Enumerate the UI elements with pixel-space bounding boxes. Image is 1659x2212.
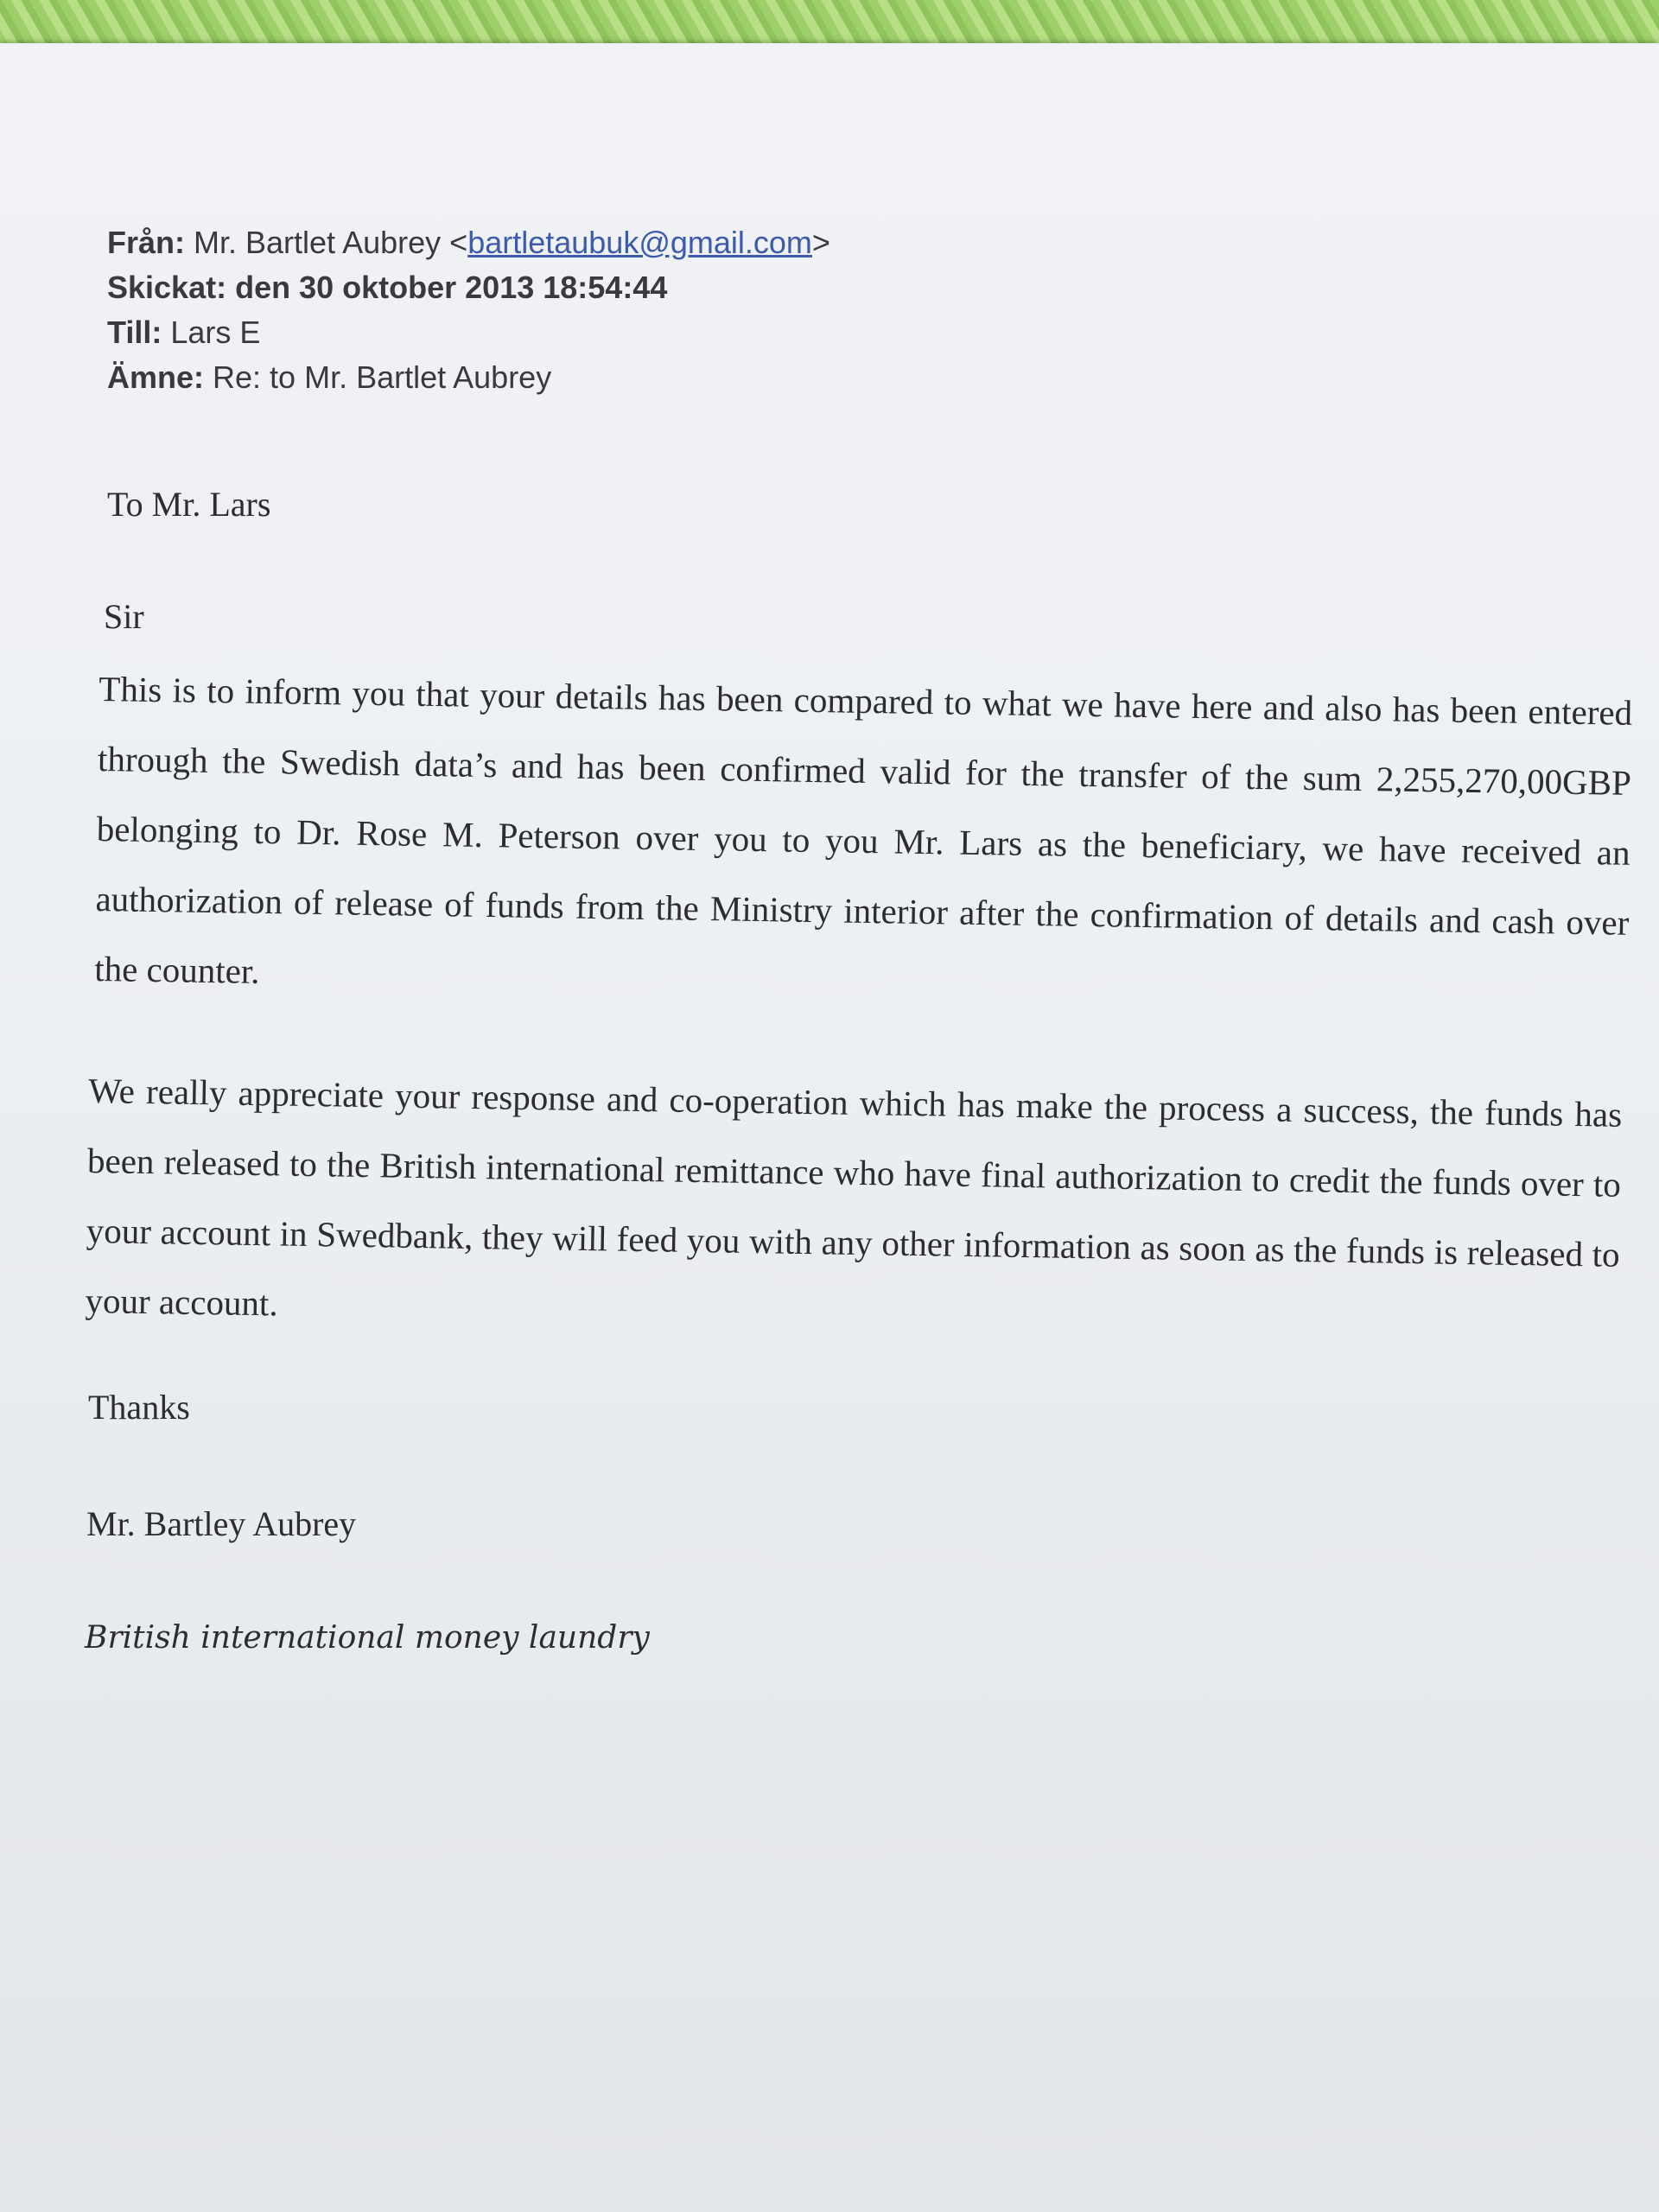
from-email-close: > — [811, 225, 830, 260]
subject-label: Ämne: — [107, 359, 205, 395]
to-value: Lars E — [170, 315, 261, 350]
organization-signature: British international money laundry — [85, 1620, 650, 1656]
from-email-link[interactable]: bartletaubuk@gmail.com — [467, 225, 812, 260]
sent-label: Skickat: — [107, 270, 227, 305]
salutation: To Mr. Lars — [107, 485, 271, 524]
to-label: Till: — [107, 315, 162, 350]
sent-line — [107, 265, 830, 310]
closing: Thanks — [88, 1388, 190, 1427]
subject-line — [107, 355, 830, 400]
signer-name: Mr. Bartley Aubrey — [86, 1504, 357, 1543]
from-label: Från: — [107, 225, 185, 260]
from-email-open: < — [449, 225, 468, 260]
subject-value: Re: to Mr. Bartlet Aubrey — [213, 359, 552, 395]
to-line — [107, 310, 830, 355]
sent-value: den 30 oktober 2013 18:54:44 — [235, 270, 668, 305]
from-line — [107, 220, 830, 265]
from-name: Mr. Bartlet Aubrey — [194, 225, 442, 260]
email-header — [107, 220, 830, 400]
greeting: Sir — [104, 597, 144, 636]
paragraph-2: We really appreciate your response and co-operation which has make the process a success, the funds has been released to the British international remittance who have final authorization to credit the funds over to your account in Swedbank, they will feed you with any other information as soon as the funds is released to your account. — [85, 1070, 1623, 1324]
paragraph-1: This is to inform you that your details has been compared to what we have here and also has been entered through the Swedish data’s and has been confirmed valid for the transfer of the sum 2,255,270,00GBP belonging to Dr. Rose M. Peterson over you to you Mr. Lars as the beneficiary, we have received an authorization of release of funds from the Ministry interior after the confirmation of details and cash over the counter. — [93, 668, 1633, 991]
